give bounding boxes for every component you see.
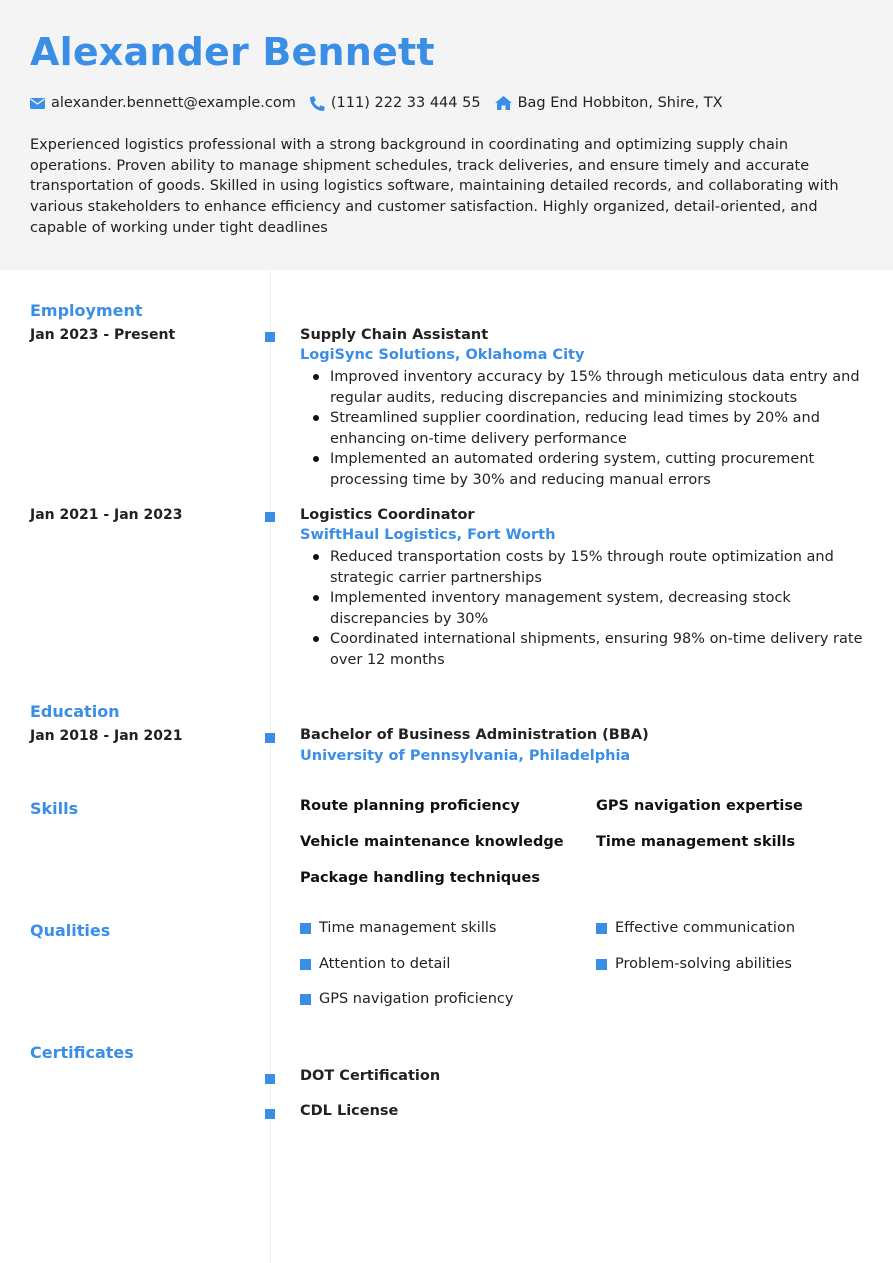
timeline-marker bbox=[265, 332, 275, 342]
profile-summary: Experienced logistics professional with a strong background in coordinating and optimizing supply chain operations. Proven ability to manage shipment schedules, track deliveries, and ensure timely and accurate transportation of goods. Skilled in using logistics software, maintaining detailed records, and collaborating with various stakeholders to enhance efficiency and customer satisfaction. Highly organized, detail-oriented, and capable of working under tight deadlines bbox=[30, 137, 839, 236]
list-item: Improved inventory accuracy by 15% through meticulous data entry and regular audits, reducing discrepancies and minimizing stockouts bbox=[300, 367, 863, 408]
job-company: SwiftHaul Logistics, Fort Worth bbox=[300, 527, 556, 543]
skill-item: Package handling techniques bbox=[300, 870, 540, 886]
employment-heading: Employment bbox=[30, 301, 143, 320]
job-dates: Jan 2023 - Present bbox=[30, 327, 176, 343]
timeline-marker bbox=[265, 1074, 275, 1084]
candidate-name: Alexander Bennett bbox=[30, 30, 435, 74]
job-title: Supply Chain Assistant bbox=[300, 327, 489, 343]
list-item: Streamlined supplier coordination, reducing lead times by 20% and enhancing on-time delivery performance bbox=[300, 408, 863, 449]
email-text: alexander.bennett@example.com bbox=[51, 95, 296, 111]
quality-item bbox=[300, 991, 513, 1007]
quality-label: Attention to detail bbox=[319, 956, 451, 972]
job-title: Logistics Coordinator bbox=[300, 507, 475, 523]
job-dates: Jan 2021 - Jan 2023 bbox=[30, 507, 183, 523]
square-bullet-icon bbox=[300, 994, 311, 1005]
contact-phone[interactable] bbox=[310, 95, 481, 111]
list-item: Reduced transportation costs by 15% through route optimization and strategic carrier partnerships bbox=[300, 547, 863, 588]
quality-item bbox=[596, 920, 795, 936]
quality-label: Problem-solving abilities bbox=[615, 956, 792, 972]
contact-address bbox=[495, 95, 723, 111]
timeline-marker bbox=[265, 733, 275, 743]
phone-text: (111) 222 33 444 55 bbox=[330, 95, 481, 111]
list-item: Coordinated international shipments, ensuring 98% on-time delivery rate over 12 months bbox=[300, 629, 863, 670]
timeline-marker bbox=[265, 512, 275, 522]
education-heading: Education bbox=[30, 702, 120, 721]
list-item: Implemented an automated ordering system, cutting procurement processing time by 30% and reducing manual errors bbox=[300, 449, 863, 490]
phone-icon bbox=[310, 96, 325, 111]
job-bullets bbox=[300, 367, 863, 490]
certificate-item: CDL License bbox=[300, 1103, 399, 1119]
skills-heading: Skills bbox=[30, 799, 79, 818]
job-bullets bbox=[300, 547, 863, 670]
quality-item bbox=[300, 956, 450, 972]
square-bullet-icon bbox=[300, 923, 311, 934]
contact-email[interactable] bbox=[30, 95, 296, 111]
quality-item bbox=[300, 920, 496, 936]
certificate-item: DOT Certification bbox=[300, 1068, 441, 1084]
skill-item: Route planning proficiency bbox=[300, 798, 520, 814]
education-dates: Jan 2018 - Jan 2021 bbox=[30, 728, 183, 744]
square-bullet-icon bbox=[596, 923, 607, 934]
certificates-heading: Certificates bbox=[30, 1043, 134, 1062]
quality-label: GPS navigation proficiency bbox=[319, 991, 514, 1007]
header bbox=[0, 0, 893, 270]
skill-item: Vehicle maintenance knowledge bbox=[300, 834, 564, 850]
square-bullet-icon bbox=[596, 959, 607, 970]
quality-label: Time management skills bbox=[319, 920, 497, 936]
quality-label: Effective communication bbox=[615, 920, 796, 936]
timeline-marker bbox=[265, 1109, 275, 1119]
school-name: University of Pennsylvania, Philadelphia bbox=[300, 748, 631, 764]
job-company: LogiSync Solutions, Oklahoma City bbox=[300, 347, 585, 363]
skill-item: GPS navigation expertise bbox=[596, 798, 803, 814]
qualities-heading: Qualities bbox=[30, 921, 111, 940]
square-bullet-icon bbox=[300, 959, 311, 970]
list-item: Implemented inventory management system, decreasing stock discrepancies by 30% bbox=[300, 588, 863, 629]
address-text: Bag End Hobbiton, Shire, TX bbox=[517, 95, 723, 111]
skill-item: Time management skills bbox=[596, 834, 796, 850]
contact-info bbox=[30, 93, 737, 113]
home-icon bbox=[495, 96, 512, 110]
degree-title: Bachelor of Business Administration (BBA) bbox=[300, 727, 649, 743]
quality-item bbox=[596, 956, 792, 972]
envelope-icon bbox=[30, 98, 45, 109]
